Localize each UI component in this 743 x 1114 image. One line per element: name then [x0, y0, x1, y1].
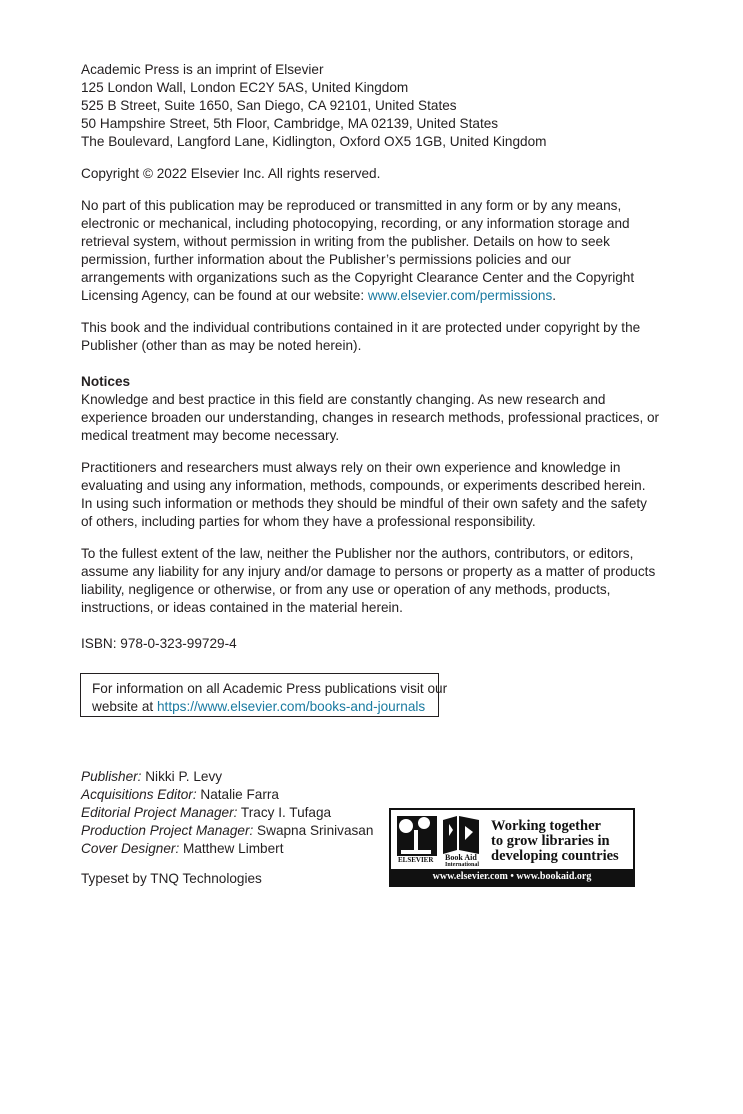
- bookaid-footer: www.elsevier.com • www.bookaid.org: [391, 869, 633, 885]
- isbn-text: ISBN: 978-0-323-99729-4: [81, 636, 237, 651]
- copyright-line: [81, 165, 651, 183]
- permissions-line: No part of this publication may be reproduced or transmitted in any form or by any means,: [81, 198, 622, 213]
- credit-name: Natalie Farra: [196, 787, 279, 802]
- credit-role: Cover Designer:: [81, 841, 180, 856]
- bookaid-logo-area: [391, 810, 633, 870]
- credit-publisher: [81, 768, 373, 786]
- info-box: [80, 673, 448, 717]
- notices-line: Practitioners and researchers must always rely on their own experience and knowledge in: [81, 460, 621, 475]
- imprint-line: 125 London Wall, London EC2Y 5AS, United Kingdom: [81, 80, 409, 95]
- bookaid-tagline-line: developing countries: [491, 848, 619, 864]
- bookaid-tagline: [491, 819, 619, 864]
- notices-line: In using such information or methods they should be mindful of their own safety and the safety: [81, 496, 647, 511]
- credit-acquisitions-editor: [81, 786, 373, 804]
- permissions-link[interactable]: www.elsevier.com/permissions: [367, 288, 553, 303]
- elsevier-label: ELSEVIER: [398, 856, 434, 864]
- credit-role: Publisher:: [81, 769, 142, 784]
- permissions-line: electronic or mechanical, including photocopying, recording, or any information storage and: [81, 216, 630, 231]
- credit-cover-designer: [81, 840, 373, 858]
- notices-paragraph-1: [81, 373, 660, 445]
- notices-line: Knowledge and best practice in this field are constantly changing. As new research and: [81, 392, 606, 407]
- copyright-text: Copyright © 2022 Elsevier Inc. All rights reserved.: [81, 166, 381, 181]
- notices-line: liability, negligence or otherwise, or from any use or operation of any methods, products,: [81, 582, 611, 597]
- credit-name: Swapna Srinivasan: [253, 823, 374, 838]
- bookaid-tagline-line: to grow libraries in: [491, 833, 610, 849]
- imprint-line: The Boulevard, Langford Lane, Kidlington, Oxford OX5 1GB, United Kingdom: [81, 134, 547, 149]
- imprint-block: [81, 61, 651, 151]
- notices-line: assume any liability for any injury and/or damage to persons or property as a matter of products: [81, 564, 656, 579]
- credits-list: [81, 768, 373, 858]
- permissions-paragraph: [81, 197, 651, 305]
- imprint-line: 525 B Street, Suite 1650, San Diego, CA 92101, United States: [81, 98, 457, 113]
- notices-heading: Notices: [81, 374, 131, 389]
- notices-line: of others, including parties for whom they have a professional responsibility.: [81, 514, 536, 529]
- bookaid-label: Book Aid: [445, 853, 477, 862]
- protection-paragraph: [81, 319, 651, 355]
- credit-role: Acquisitions Editor:: [81, 787, 197, 802]
- notices-line: To the fullest extent of the law, neither the Publisher nor the authors, contributors, or editors,: [81, 546, 634, 561]
- credit-name: Nikki P. Levy: [141, 769, 223, 784]
- permissions-line: retrieval system, without permission in writing from the publisher. Details on how to seek: [81, 234, 610, 249]
- protection-line: This book and the individual contributions contained in it are protected under copyright by the: [81, 320, 641, 335]
- copyright-page-body: [81, 61, 660, 664]
- credit-role: Editorial Project Manager:: [81, 805, 238, 820]
- notices-paragraph-3: [81, 545, 656, 617]
- bookaid-label-international: International: [445, 862, 480, 868]
- books-journals-link[interactable]: https://www.elsevier.com/books-and-journals: [156, 699, 426, 714]
- permissions-line: permission, further information about the Publisher’s permissions policies and our: [81, 252, 571, 267]
- permissions-last-prefix: Licensing Agency, can be found at our website:: [81, 288, 368, 303]
- permissions-last-suffix: .: [552, 288, 557, 303]
- notices-line: evaluating and using any information, methods, compounds, or experiments described herein.: [81, 478, 646, 493]
- credit-role: Production Project Manager:: [81, 823, 254, 838]
- isbn-line: [81, 635, 651, 653]
- typeset-line: Typeset by TNQ Technologies: [81, 871, 262, 886]
- notices-paragraph-2: [81, 459, 651, 531]
- permissions-line: arrangements with organizations such as the Copyright Clearance Center and the Copyright: [81, 270, 635, 285]
- credit-editorial-pm: [81, 804, 373, 822]
- imprint-line: Academic Press is an imprint of Elsevier: [81, 62, 324, 77]
- notices-line: experience broaden our understanding, changes in research methods, professional practices, or: [81, 410, 660, 425]
- credit-name: Matthew Limbert: [179, 841, 284, 856]
- info-box-prefix: website at: [92, 699, 157, 714]
- notices-line: instructions, or ideas contained in the material herein.: [81, 600, 403, 615]
- permissions-last-line: [81, 287, 651, 305]
- notices-line: medical treatment may become necessary.: [81, 428, 340, 443]
- credit-production-pm: [81, 822, 373, 840]
- imprint-line: 50 Hampshire Street, 5th Floor, Cambridge, MA 02139, United States: [81, 116, 499, 131]
- bookaid-tagline-line: Working together: [491, 818, 601, 834]
- protection-line: Publisher (other than as may be noted herein).: [81, 338, 362, 353]
- info-box-line: [92, 698, 438, 716]
- info-box-line: For information on all Academic Press publications visit our: [92, 681, 448, 696]
- credit-name: Tracy I. Tufaga: [237, 805, 332, 820]
- bookaid-logo-box: [389, 808, 635, 887]
